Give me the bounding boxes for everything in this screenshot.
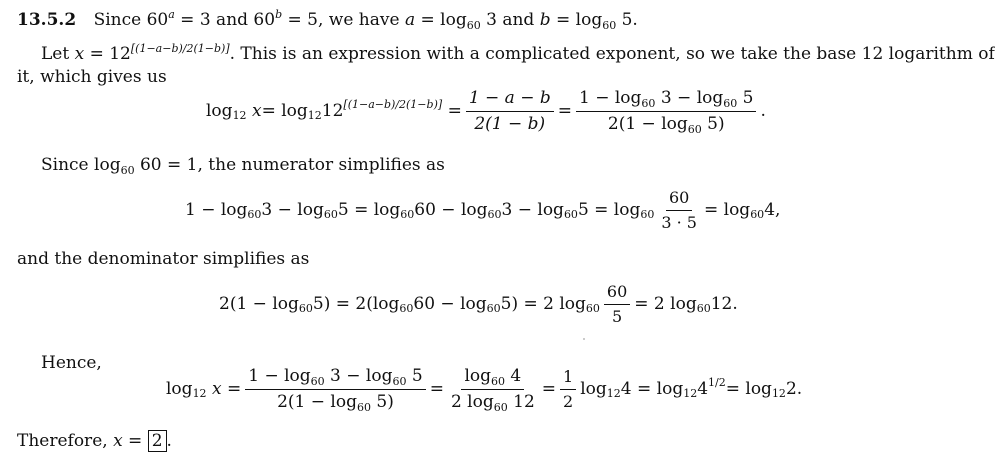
paragraph-line [17,67,167,88]
text: Let [41,44,75,64]
denominator: 2(1 − b) [474,114,546,135]
final-answer-line [17,431,172,452]
equation-2: 1 − log $_{60}$ 3 − log $_{60}$ 5 = log $_{60}$ 60 − log $_{60}$ 3 − log $_{60}$ 5 = log $_{60}$ $\frac{60}{3 \cdot 5}$ = log $_{60}$ 4, [185,188,781,232]
text: = log [261,101,308,122]
numerator: 60 [604,282,630,305]
text: = [122,431,148,451]
paragraph-line [41,155,445,176]
fraction [576,88,756,136]
exponent: [(1−a−b)/2(1−b)] [130,42,230,55]
denominator: 2 $\log_{60} 12$ [450,392,535,415]
text: Therefore, [17,431,114,451]
text: log [206,101,233,122]
text: = 12 [84,44,131,64]
equals: = [557,101,572,122]
fraction [245,366,425,414]
paragraph-line [17,249,309,270]
text: = 5, we have [282,10,405,30]
text: . This is an expression with a complicated exponent, so we take the base 12 logarithm of [229,44,995,64]
equation-1: log $_{12}$ x = log $_{12}$ 12 [(1−a−b)/2(1−b)] = $\frac{1 - a - b}{2(1 - b)}$ = $\frac{1 - \log_{60} 3 - \log_{60} 5}{2(1 - \log_{60} 5)}$ . [206,88,766,137]
denominator: $2(1 - \log_{60} 5)$ [277,392,394,415]
text: Since log [41,155,121,175]
text: Hence, [41,353,102,373]
equation-4: log $_{12}$ x = $\frac{1 - \log_{60} 3 - \log_{60} 5}{2(1 - \log_{60} 5)}$ = $\frac{\log_{60} 4}{2 \log_{60} 12}$ = $\frac{1}{2}$ log $_{12}$ 4 = log $_{12}$ 4 $^{1/2}$ = log $_{12}$ 2. [166,366,803,415]
denominator: $2(1 - \log_{60} 5)$ [607,114,725,137]
fraction [466,88,554,136]
text: . [166,431,172,451]
fraction [604,282,630,327]
text: 3 and [480,10,540,30]
paragraph-line [41,353,102,374]
numerator: $1 - \log_{60} 3 - \log_{60} 5$ [245,366,425,390]
text: = log [550,10,603,30]
exponent: a [168,8,175,21]
variable: a [404,10,416,30]
text: = 3 and 60 [174,10,276,30]
variable: b [539,10,551,30]
fraction [658,188,700,233]
boxed-answer: 2 [148,430,167,452]
equation-3: 2(1 − log $_{60}$ 5) = 2(log $_{60}$ 60 − log $_{60}$ 5) = 2 log $_{60}$ $\frac{60}{5}$ = 2 log $_{60}$ 12. [219,282,738,326]
text: 12 [321,101,344,122]
fraction [448,366,538,414]
variable: x [251,101,262,122]
numerator: 60 [666,188,692,211]
fraction-half: $\frac{1}{2}$ [560,367,576,412]
text: 60 = 1, the numerator simplifies as [134,155,445,175]
numerator: $\log_{60} 4$ [461,366,524,390]
subscript: 60 [120,164,135,177]
text: 5. [616,10,638,30]
text: and the denominator simplifies as [17,249,310,269]
paragraph-line [41,44,995,65]
text: = log [415,10,467,30]
variable: x [74,44,85,64]
variable: x [113,431,123,451]
text: Since 60 [93,10,169,30]
section-number: 13.5.2 [17,10,77,30]
statement-line [17,10,638,31]
text: it, which gives us [17,67,167,87]
denominator: 5 [612,307,623,326]
subscript: 60 [466,19,481,32]
subscript: 60 [602,19,617,32]
denominator: 3 · 5 [661,213,697,232]
stray-mark [583,338,585,340]
numerator: $1 - \log_{60} 3 - \log_{60} 5$ [576,88,756,112]
equals: = [447,101,462,122]
exponent: b [275,8,283,21]
numerator: 1 − a − b [466,88,554,112]
